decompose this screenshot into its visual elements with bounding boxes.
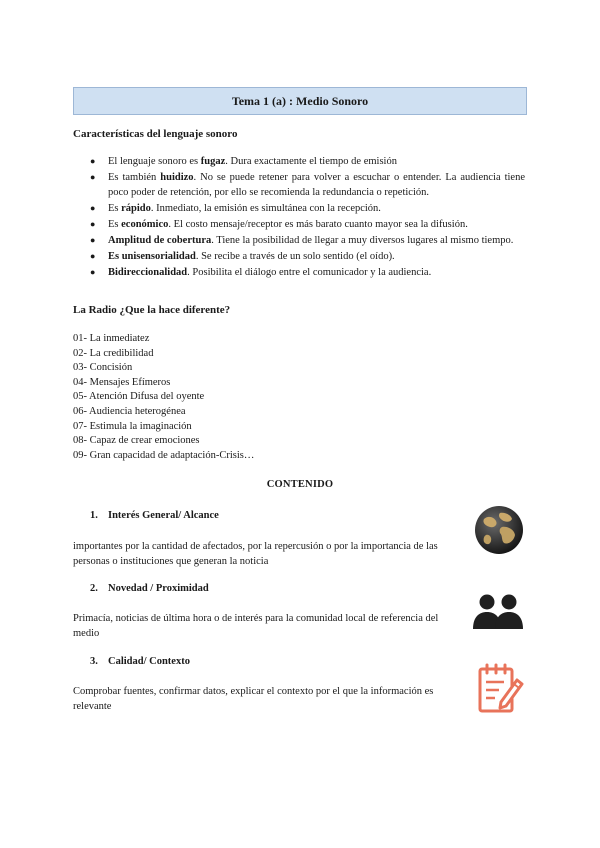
contenido-item-text: Primacía, noticias de última hora o de interés para la comunidad local de referencia del medio [73, 613, 439, 639]
list-item: 04- Mensajes Efímeros [73, 376, 171, 388]
contenido-item-text: importantes por la cantidad de afectados, por la repercusión o por la importancia de las personas o instituciones que generan la noticia [73, 541, 438, 567]
contenido-item-title: 1. Interés General/ Alcance [90, 510, 219, 521]
list-item: 08- Capaz de crear emociones [73, 435, 200, 447]
notepad-pencil-icon [477, 662, 525, 714]
list-item: 09- Gran capacidad de adaptación-Crisis… [73, 449, 255, 461]
list-item: ● Bidireccionalidad. Posibilita el diálogo entre el comunicador y la audiencia. [73, 265, 525, 280]
contenido-heading: CONTENIDO [266, 479, 334, 490]
list-item: ● Es unisensorialidad. Se recibe a través de un solo sentido (el oído). [73, 249, 525, 264]
contenido-item-title: 3. Calidad/ Contexto [90, 656, 190, 667]
list-item: 03- Concisión [73, 362, 133, 374]
caracteristicas-heading: Características del lenguaje sonoro [73, 128, 238, 140]
globe-icon [474, 505, 524, 555]
list-item: 07- Estimula la imaginación [73, 420, 192, 432]
list-item: ● Es económico. El costo mensaje/receptor es más barato cuanto mayor sea la difusión. [73, 217, 525, 232]
contenido-item-text: Comprobar fuentes, confirmar datos, explicar el contexto por el que la información es relevante [73, 686, 434, 712]
list-item: 05- Atención Difusa del oyente [73, 391, 205, 403]
list-item: ● Amplitud de cobertura. Tiene la posibilidad de llegar a muy diversos lugares al mismo tiempo. [73, 233, 525, 248]
list-item: ● Es también huidizo. No se puede retener para volver a escuchar o entender. La audiencia tiene poco poder de retención, por ello se recomienda la redundancia o repetición. [73, 170, 525, 200]
radio-list [73, 332, 254, 463]
contenido-item-title: 2. Novedad / Proximidad [90, 583, 209, 594]
list-item: 06- Audiencia heterogénea [73, 405, 186, 417]
list-item: 02- La credibilidad [73, 347, 154, 359]
list-item: ● Es rápido. Inmediato, la emisión es simultánea con la recepción. [73, 201, 525, 216]
list-item: 01- La inmediatez [73, 333, 150, 344]
caracteristicas-list [73, 154, 525, 281]
radio-heading: La Radio ¿Que la hace diferente? [73, 304, 231, 316]
list-item: ● El lenguaje sonoro es fugaz. Dura exactamente el tiempo de emisión [73, 154, 525, 169]
page-title: Tema 1 (a) : Medio Sonoro [73, 87, 527, 115]
people-icon [472, 593, 524, 631]
